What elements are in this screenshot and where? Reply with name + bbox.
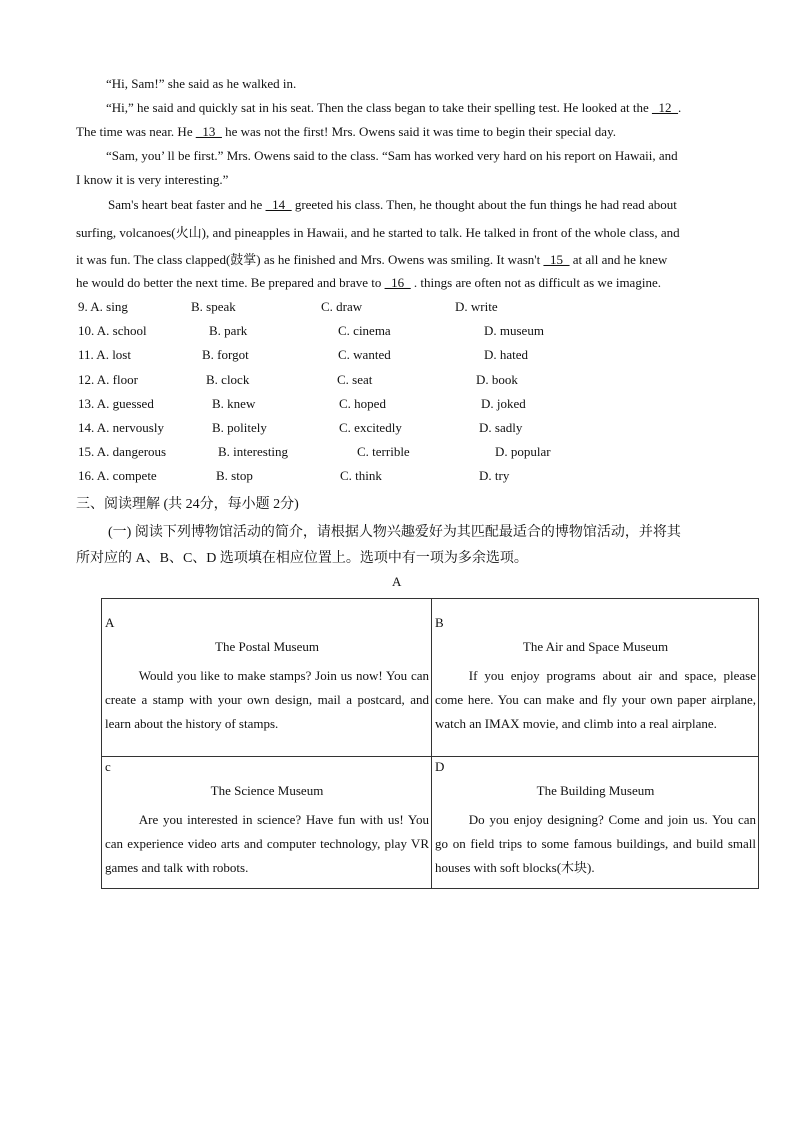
passage-line: Sam's heart beat faster and he _14_ greeted his class. Then, he thought about the fun things he had read about <box>108 197 677 212</box>
option-c: C. cinema <box>338 323 391 338</box>
option-a: 15. A. dangerous <box>78 444 167 459</box>
museum-letter: A <box>105 615 115 630</box>
museum-table <box>101 598 759 889</box>
option-a: 10. A. school <box>78 323 147 338</box>
option-b: B. forgot <box>202 347 249 362</box>
option-d: D. hated <box>484 347 529 362</box>
option-a: 14. A. nervously <box>78 420 164 435</box>
blank-15[interactable]: _15_ <box>543 252 570 267</box>
museum-cell <box>432 599 759 757</box>
option-a: 11. A. lost <box>78 347 131 362</box>
museum-title: The Air and Space Museum <box>522 639 669 654</box>
option-b: B. speak <box>191 299 236 314</box>
option-c: C. terrible <box>357 444 410 459</box>
option-a: 9. A. sing <box>78 299 128 314</box>
section-heading: 三、阅读理解 (共 24分，每小题 2分) <box>76 497 299 512</box>
passage-line: “Sam, you’ ll be first.” Mrs. Owens said to the class. “Sam has worked very hard on his report on Hawaii, and <box>106 148 678 163</box>
option-d: D. try <box>479 468 510 483</box>
option-d: D. museum <box>484 323 544 338</box>
option-a: 13. A. guessed <box>78 396 154 411</box>
option-b: B. politely <box>212 420 267 435</box>
part-label: A <box>392 574 402 589</box>
passage-line: he would do better the next time. Be prepared and brave to _16_ . things are often not as difficult as we imagine. <box>76 275 661 290</box>
museum-title: The Building Museum <box>536 783 655 798</box>
option-c: C. excitedly <box>339 420 402 435</box>
blank-13[interactable]: _13_ <box>195 124 222 139</box>
option-c: C. seat <box>337 372 373 387</box>
option-c: C. think <box>340 468 382 483</box>
museum-description: Are you interested in science? Have fun with us! You can experience video arts and computer technology, play VR games and talk with robots. <box>105 812 429 875</box>
section-instruction: (一) 阅读下列博物馆活动的简介，请根据人物兴趣爱好为其匹配最适合的博物馆活动，并将其 <box>108 525 681 540</box>
museum-letter: D <box>435 759 445 774</box>
passage-line: it was fun. The class clapped(鼓掌) as he finished and Mrs. Owens was smiling. It wasn't _15_ at all and he knew <box>76 252 668 267</box>
option-c: C. hoped <box>339 396 386 411</box>
option-a: 12. A. floor <box>78 372 138 387</box>
option-d: D. sadly <box>479 420 523 435</box>
museum-description: Do you enjoy designing? Come and join us. You can go on field trips to some famous buildings, and build small houses with soft blocks(木块). <box>435 812 756 875</box>
option-c: C. draw <box>321 299 363 314</box>
blank-14[interactable]: _14_ <box>265 197 292 212</box>
passage-line: “Hi, Sam!” she said as he walked in. <box>106 76 297 91</box>
passage-line: I know it is very interesting.” <box>76 172 229 187</box>
passage-line: “Hi,” he said and quickly sat in his seat. Then the class began to take their spelling test. He looked at the _12_. <box>106 100 682 115</box>
museum-cell <box>432 757 759 889</box>
passage-line: The time was near. He _13_ he was not the first! Mrs. Owens said it was time to begin their special day. <box>76 124 616 139</box>
museum-letter: B <box>435 615 444 630</box>
option-d: D. write <box>455 299 498 314</box>
museum-title: The Science Museum <box>210 783 324 798</box>
option-a: 16. A. compete <box>78 468 157 483</box>
blank-16[interactable]: _16_ <box>384 275 411 290</box>
option-b: B. knew <box>212 396 256 411</box>
option-d: D. book <box>476 372 518 387</box>
option-c: C. wanted <box>338 347 391 362</box>
museum-title: The Postal Museum <box>215 639 319 654</box>
museum-letter: c <box>105 759 111 774</box>
passage-line: surfing, volcanoes(火山), and pineapples in Hawaii, and he started to talk. He talked in front of the whole class, and <box>76 225 680 240</box>
option-b: B. clock <box>206 372 250 387</box>
option-b: B. interesting <box>218 444 289 459</box>
museum-cell <box>102 599 432 757</box>
option-b: B. stop <box>216 468 253 483</box>
option-b: B. park <box>209 323 248 338</box>
blank-12[interactable]: _12_ <box>651 100 678 115</box>
museum-description: Would you like to make stamps? Join us now! You can create a stamp with your own design, mail a postcard, and learn about the history of stamps. <box>105 668 429 731</box>
section-instruction: 所对应的 A、B、C、D 选项填在相应位置上。选项中有一项为多余选项。 <box>76 551 528 566</box>
option-d: D. joked <box>481 396 526 411</box>
museum-description: If you enjoy programs about air and space, please come here. You can make and fly your own paper airplane, watch an IMAX movie, and climb into a real airplane. <box>435 668 756 731</box>
museum-cell <box>102 757 432 889</box>
option-d: D. popular <box>495 444 551 459</box>
